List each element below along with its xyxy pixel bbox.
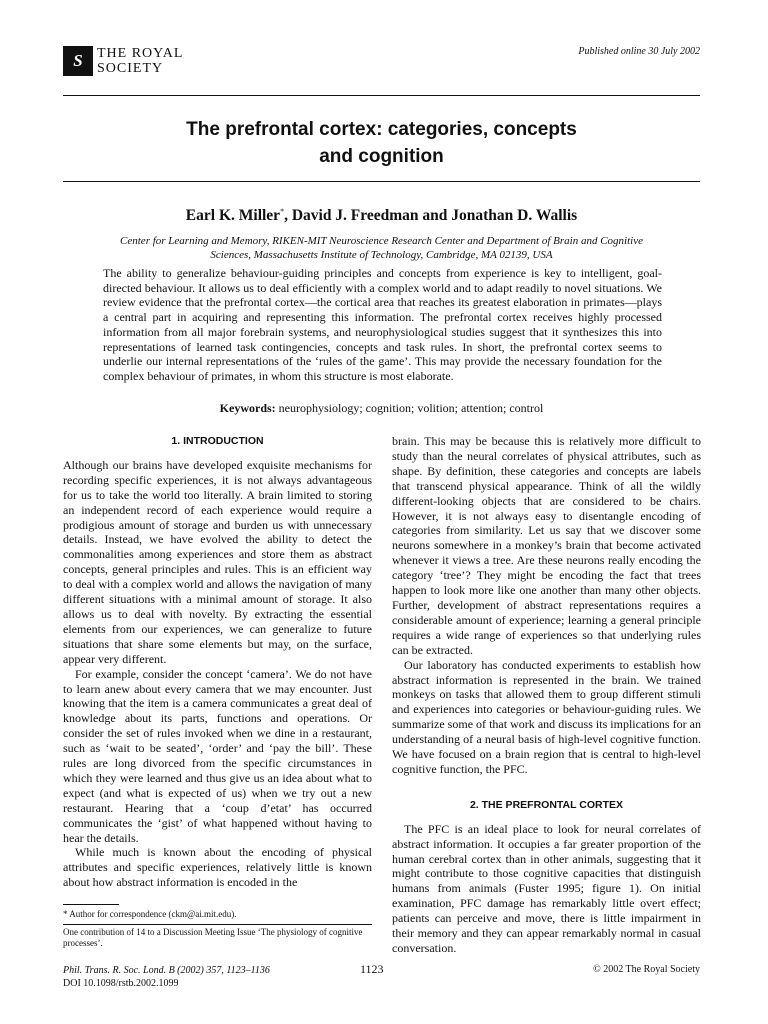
logo-mark: S [63,46,93,76]
logo-line-1: THE ROYAL [97,46,184,61]
contribution-note: One contribution of 14 to a Discussion Meeting Issue ‘The physiology of cognitive processes’. [63,927,363,948]
right-column [392,434,701,956]
paragraph: Although our brains have developed exquisite mechanisms for recording specific experiences, it is not always advantageous for us to take the world too literally. A brain limited to storing an independent record of each experience would require a prodigious amount of storage and burden us with unnecessary details. Instead, we have evolved the ability to detect the commonalities among experiences and store them as abstract concepts, general principles and rules. This is an efficient way to deal with a complex world and allows the navigation of many different situations with a minimal amount of storage. It also allows us to deal with novelty. By extracting the essential elements from our experiences, we can generalize to future situations that share some elements but may, on the surface, appear very different. [63,457,372,666]
section-heading-introduction: 1. INTRODUCTION [171,435,264,447]
section-heading-prefrontal-cortex: 2. THE PREFRONTAL CORTEX [469,798,624,811]
citation: Phil. Trans. R. Soc. Lond. B (2002) 357, 1123–1136 DOI 10.1098/rstb.2002.1099 [63,965,270,989]
correspondence-footnote: * Author for correspondence (ckm@ai.mit.edu). [63,909,237,919]
paragraph: Our laboratory has conducted experiments to establish how abstract information is represented in the brain. We trained monkeys on tasks that allowed them to group different stimuli and experiences into categories or behaviour-guiding rules. We summarize some of that work and discuss its implications for an understanding of a neural basis of high-level cognitive function. We have focused on a brain region that is central to high-level cognitive function, the PFC. [392,657,701,776]
left-column [63,434,372,890]
title-rule [63,181,700,182]
article-title: The prefrontal cortex: categories, concepts and cognition [186,119,577,167]
affiliation: Center for Learning and Memory, RIKEN-MIT Neuroscience Research Center and Department of Brain and Cognitive Sciences, Massachusetts Institute of Technology, Cambridge, MA 02139, USA [120,235,643,261]
paragraph: For example, consider the concept ‘camera’. We do not have to learn anew about every camera that we may encounter. Just knowing that the item is a camera communicates a great deal of knowledge about its parts, functions and operations. Or consider the set of rules invoked when we dine in a restaurant, such as ‘wait to be seated’, ‘order’ and ‘pay the bill’. These rules are long divorced from the specific circumstances in which they were learned and thus give us an idea about what to expect (and what is expected of us) when we try out a new restaurant. Hearing that a ‘coup d’etat’ has occurred communicates the ‘gist’ of what happened without having to hear the details. [63,666,372,845]
abstract: The ability to generalize behaviour-guiding principles and concepts from experience is key to intelligent, goal-directed behaviour. It allows us to deal efficiently with a complex world and to adapt readily to novel situations. We review evidence that the prefrontal cortex—the cortical area that reaches its greatest elaboration in primates—plays a central part in acquiring and representing this information. The prefrontal cortex receives highly processed information from all major forebrain systems, and neurophysiological studies suggest that it synthesizes this into representations of learned task contingencies, concepts and task rules. In short, the prefrontal cortex seems to underlie our internal representations of the ‘rules of the game’. This may provide the necessary foundation for the complex behaviour of primates, in whom this structure is most elaborate. [103,266,662,383]
authors: Earl K. Miller*, David J. Freedman and Jonathan D. Wallis [185,207,578,225]
keywords: Keywords: neurophysiology; cognition; volition; attention; control [219,401,544,415]
header-rule [63,95,700,96]
logo-line-2: SOCIETY [97,61,164,76]
paragraph: While much is known about the encoding of physical attributes and specific experiences, relatively little is known about how abstract information is encoded in the [63,845,372,890]
footnote-rule [63,904,119,905]
page-number: 1123 [360,962,384,976]
paragraph: The PFC is an ideal place to look for neural correlates of abstract information. It occupies a far greater proportion of the human cerebral cortex than in other animals, suggesting that it might contribute to those cognitive capacities that distinguish humans from animals (Fuster 1995; figure 1). On initial examination, PFC damage has remarkably little overt effect; patients can perceive and move, there is little impairment in their memory and they can appear remarkably normal in casual conversation. [392,821,701,955]
paragraph: brain. This may be because this is relatively more difficult to study than the neural correlates of physical attributes, such as shape. By definition, these categories and concepts are labels that transcend physical appearance. Think of all the wildly different-looking objects that are considered to be chairs. However, it is not always easy to disentangle encoding of categories from similarity. Let us say that we discover some neurons somewhere in a monkey’s brain that become activated whenever it views a tree. Are these neurons really encoding the category ‘tree’? They might be encoding the fact that trees happen to look more like one another than many other objects. Further, development of abstract representations requires a considerable amount of experience; learning a general principle requires a wide range of experiences so that underlying rules can be extracted. [392,434,701,657]
contribution-rule [63,924,372,925]
royal-society-logo [63,46,183,76]
published-date: Published online 30 July 2002 [578,46,700,57]
copyright: © 2002 The Royal Society [593,964,700,975]
